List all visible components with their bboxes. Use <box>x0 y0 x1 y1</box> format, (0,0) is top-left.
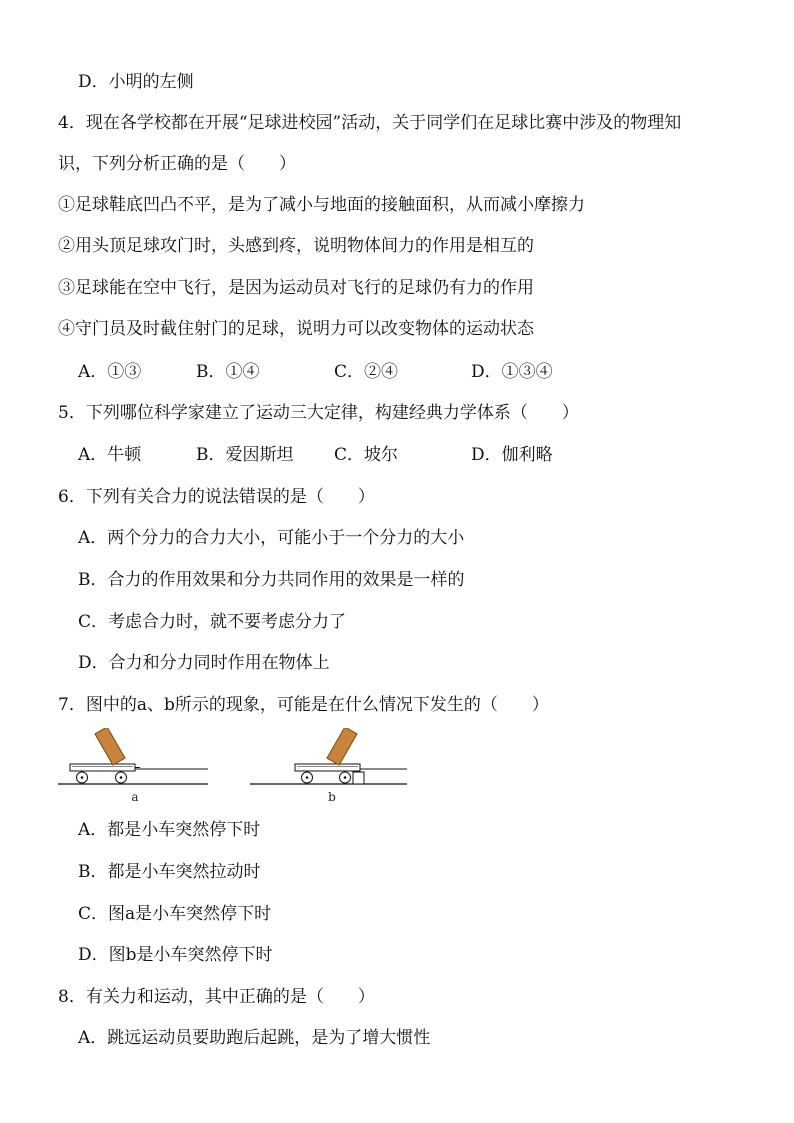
q6-option-a: A．两个分力的合力大小，可能小于一个分力的大小 <box>78 528 465 548</box>
cart-body-b <box>295 764 360 771</box>
q4-stem-line2: 识，下列分析正确的是（ ） <box>58 154 296 174</box>
cart-body-a <box>70 764 135 771</box>
q4-option-c: C．②④ <box>334 362 399 382</box>
q6-option-d: D．合力和分力同时作用在物体上 <box>78 653 330 673</box>
q7-option-d: D．图b是小车突然停下时 <box>78 945 273 965</box>
q7-option-a: A．都是小车突然停下时 <box>78 820 261 840</box>
q4-statement-2: ②用头顶足球攻门时，头感到疼，说明物体间力的作用是相互的 <box>58 236 534 256</box>
q7-option-c: C．图a是小车突然停下时 <box>78 904 272 924</box>
q6-option-c: C．考虑合力时，就不要考虑分力了 <box>78 612 347 632</box>
q3-option-d: D．小明的左侧 <box>78 72 194 92</box>
figure-a <box>58 728 208 804</box>
q7-figure <box>50 728 420 808</box>
q5-option-c: C．坡尔 <box>334 445 399 465</box>
q4-statement-3: ③足球能在空中飞行，是因为运动员对飞行的足球仍有力的作用 <box>58 278 534 298</box>
q4-statement-1: ①足球鞋底凹凸不平，是为了减小与地面的接触面积，从而减小摩擦力 <box>58 195 585 215</box>
q4-option-b: B．①④ <box>196 362 260 382</box>
q8-option-a: A．跳远运动员要助跑后起跳，是为了增大惯性 <box>78 1028 431 1048</box>
q5-option-d: D．伽利略 <box>471 445 553 465</box>
q4-statement-4: ④守门员及时截住射门的足球，说明力可以改变物体的运动状态 <box>58 319 534 339</box>
wooden-block-b <box>327 728 357 765</box>
q5-option-b: B．爱因斯坦 <box>196 445 294 465</box>
obstacle-b <box>353 772 364 784</box>
figure-label-a: a <box>131 790 139 804</box>
q5-stem: 5．下列哪位科学家建立了运动三大定律，构建经典力学体系（ ） <box>58 403 579 423</box>
q7-stem: 7．图中的a、b所示的现象，可能是在什么情况下发生的（ ） <box>58 695 549 715</box>
q4-options <box>0 361 794 383</box>
q7-option-b: B．都是小车突然拉动时 <box>78 862 261 882</box>
q4-option-d: D．①③④ <box>471 362 553 382</box>
q4-stem-line1: 4．现在各学校都在开展“足球进校园”活动，关于同学们在足球比赛中涉及的物理知 <box>58 113 682 133</box>
figure-b <box>250 728 407 804</box>
wooden-block-a <box>95 728 125 765</box>
q6-stem: 6．下列有关合力的说法错误的是（ ） <box>58 487 375 507</box>
q4-option-a: A．①③ <box>78 362 142 382</box>
q6-option-b: B．合力的作用效果和分力共同作用的效果是一样的 <box>78 570 465 590</box>
figure-label-b: b <box>328 790 336 804</box>
q5-option-a: A．牛顿 <box>78 445 142 465</box>
q8-stem: 8．有关力和运动，其中正确的是（ ） <box>58 987 375 1007</box>
q5-options <box>0 444 794 466</box>
